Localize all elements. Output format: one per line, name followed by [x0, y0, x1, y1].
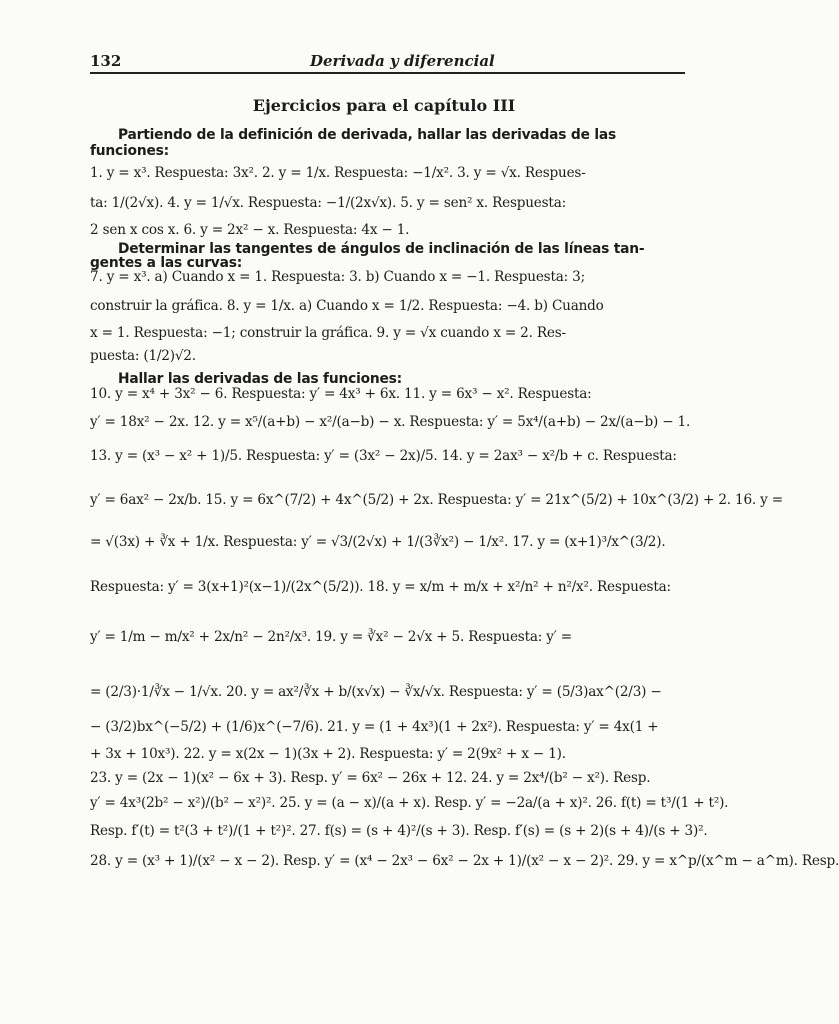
text-line: 7. y = x³. a) Cuando x = 1. Respuesta: 3. b) Cuando x = −1. Respuesta: 3; — [90, 269, 585, 285]
text-line: y′ = 4x³(2b² − x²)/(b² − x²)². 25. y = (a − x)/(a + x). Resp. y′ = −2a/(a + x)². 26. f(t) = t³/(1 + t²). — [90, 795, 729, 811]
text-line: construir la gráfica. 8. y = 1/x. a) Cuando x = 1/2. Respuesta: −4. b) Cuando — [90, 298, 604, 314]
text-line: Hallar las derivadas de las funciones: — [118, 371, 402, 387]
text-line: funciones: — [90, 143, 169, 159]
text-line: = (2/3)·1/∛x − 1/√x. 20. y = ax²/∛x + b/(x√x) − ∛x/√x. Respuesta: y′ = (5/3)ax^(2/3) − — [90, 684, 662, 700]
text-line: y′ = 6ax² − 2x/b. 15. y = 6x^(7/2) + 4x^(5/2) + 2x. Respuesta: y′ = 21x^(5/2) + 10x^(3/2) + 2. 16. y = — [90, 492, 783, 508]
text-line: puesta: (1/2)√2. — [90, 348, 196, 364]
section-title: Ejercicios para el capítulo III — [252, 96, 516, 115]
text-line: y′ = 1/m − m/x² + 2x/n² − 2n²/x³. 19. y = ∛x² − 2√x + 5. Respuesta: y′ = — [90, 629, 572, 645]
running-title: Derivada y diferencial — [310, 52, 495, 70]
text-line: y′ = 18x² − 2x. 12. y = x⁵/(a+b) − x²/(a−b) − x. Respuesta: y′ = 5x⁴/(a+b) − 2x/(a−b) − 1. — [90, 414, 691, 430]
page-number: 132 — [90, 52, 122, 70]
text-line: Partiendo de la definición de derivada, hallar las derivadas de las — [118, 127, 616, 143]
text-line: ta: 1/(2√x). 4. y = 1/√x. Respuesta: −1/(2x√x). 5. y = sen² x. Respuesta: — [90, 195, 566, 211]
text-line: 1. y = x³. Respuesta: 3x². 2. y = 1/x. Respuesta: −1/x². 3. y = √x. Respues- — [90, 165, 586, 181]
text-line: − (3/2)bx^(−5/2) + (1/6)x^(−7/6). 21. y = (1 + 4x³)(1 + 2x²). Respuesta: y′ = 4x(1 + — [90, 719, 659, 735]
text-line: Resp. f′(t) = t²(3 + t²)/(1 + t²)². 27. f(s) = (s + 4)²/(s + 3). Resp. f′(s) = (s + 2)(s + 4)/(s + 3)². — [90, 823, 708, 839]
text-line: + 3x + 10x³). 22. y = x(2x − 1)(3x + 2). Respuesta: y′ = 2(9x² + x − 1). — [90, 746, 566, 762]
text-line: 2 sen x cos x. 6. y = 2x² − x. Respuesta: 4x − 1. — [90, 222, 410, 238]
page-header — [90, 50, 685, 74]
text-line: x = 1. Respuesta: −1; construir la gráfica. 9. y = √x cuando x = 2. Res- — [90, 325, 566, 341]
text-line: 28. y = (x³ + 1)/(x² − x − 2). Resp. y′ = (x⁴ − 2x³ − 6x² − 2x + 1)/(x² − x − 2)². 29. y = x^p/(x^m − a^m). Resp. — [90, 853, 839, 869]
text-line: 13. y = (x³ − x² + 1)/5. Respuesta: y′ = (3x² − 2x)/5. 14. y = 2ax³ − x²/b + c. Respuesta: — [90, 448, 677, 464]
text-line: = √(3x) + ∛x + 1/x. Respuesta: y′ = √3/(2√x) + 1/(3∛x²) − 1/x². 17. y = (x+1)³/x^(3/2). — [90, 534, 666, 550]
text-line: Respuesta: y′ = 3(x+1)²(x−1)/(2x^(5/2)). 18. y = x/m + m/x + x²/n² + n²/x². Respuesta: — [90, 579, 671, 595]
text-line: 10. y = x⁴ + 3x² − 6. Respuesta: y′ = 4x³ + 6x. 11. y = 6x³ − x². Respuesta: — [90, 386, 592, 402]
text-line: gentes a las curvas: — [90, 255, 243, 271]
text-line: Determinar las tangentes de ángulos de inclinación de las líneas tan- — [118, 241, 645, 257]
text-line: 23. y = (2x − 1)(x² − 6x + 3). Resp. y′ = 6x² − 26x + 12. 24. y = 2x⁴/(b² − x²). Resp. — [90, 770, 651, 786]
